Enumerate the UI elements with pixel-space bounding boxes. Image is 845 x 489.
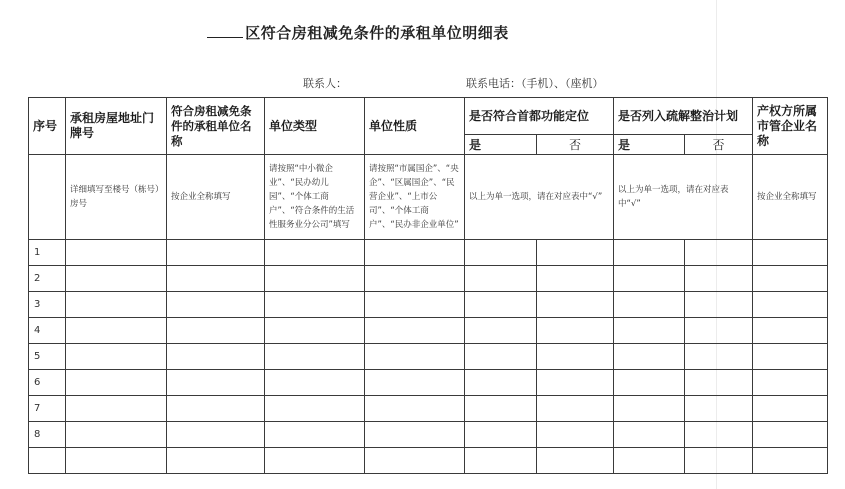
contact-person-label: 联系人： — [303, 77, 347, 90]
table-cell[interactable] — [537, 396, 614, 422]
note-rectify-plan: 以上为单一选项，请在对应表中“√” — [614, 155, 753, 240]
row-index: 4 — [29, 318, 66, 344]
header-rectify-plan: 是否列入疏解整治计划 — [614, 98, 753, 135]
table-cell[interactable] — [753, 344, 828, 370]
note-address: 详细填写至楼号（栋号）房号 — [66, 155, 167, 240]
table-cell[interactable] — [753, 370, 828, 396]
table-cell[interactable] — [465, 240, 537, 266]
title-text: 区符合房租减免条件的承租单位明细表 — [245, 24, 509, 42]
table-cell[interactable] — [365, 266, 465, 292]
table-cell[interactable] — [265, 344, 365, 370]
table-cell[interactable] — [265, 266, 365, 292]
table-cell[interactable] — [265, 318, 365, 344]
table-cell[interactable] — [685, 292, 753, 318]
table-cell[interactable] — [614, 370, 685, 396]
table-row — [29, 422, 828, 448]
table-row — [29, 370, 828, 396]
table-cell[interactable] — [537, 318, 614, 344]
table-cell[interactable] — [614, 448, 685, 474]
table-cell[interactable] — [66, 240, 167, 266]
table-cell[interactable] — [685, 370, 753, 396]
table-cell[interactable] — [167, 344, 265, 370]
table-row — [29, 292, 828, 318]
table-cell[interactable] — [614, 318, 685, 344]
note-seq-empty — [29, 155, 66, 240]
table-cell[interactable] — [66, 396, 167, 422]
row-index: 6 — [29, 370, 66, 396]
rent-relief-table — [28, 97, 828, 474]
row-index: 2 — [29, 266, 66, 292]
table-cell[interactable] — [66, 344, 167, 370]
table-cell[interactable] — [365, 370, 465, 396]
table-cell[interactable] — [753, 292, 828, 318]
table-cell[interactable] — [365, 448, 465, 474]
table-row — [29, 240, 828, 266]
table-cell[interactable] — [365, 396, 465, 422]
table-cell[interactable] — [365, 318, 465, 344]
table-cell[interactable] — [265, 396, 365, 422]
header-address: 承租房屋地址门牌号 — [66, 98, 167, 155]
table-cell[interactable] — [465, 292, 537, 318]
table-row — [29, 396, 828, 422]
document-title — [0, 22, 716, 43]
title-district-blank — [207, 25, 243, 38]
table-row — [29, 266, 828, 292]
table-cell[interactable] — [614, 422, 685, 448]
table-cell[interactable] — [753, 396, 828, 422]
header-unit-name: 符合房租减免条件的承租单位名称 — [167, 98, 265, 155]
table-cell[interactable] — [167, 266, 265, 292]
table-cell[interactable] — [614, 344, 685, 370]
table-cell[interactable] — [685, 266, 753, 292]
table-cell[interactable] — [465, 422, 537, 448]
table-cell[interactable] — [465, 318, 537, 344]
table-cell[interactable] — [465, 448, 537, 474]
table-row — [29, 344, 828, 370]
table-cell[interactable] — [66, 422, 167, 448]
table-cell[interactable] — [537, 422, 614, 448]
header-unit-type: 单位类型 — [265, 98, 365, 155]
header-rectify-no: 否 — [685, 135, 753, 155]
table-cell[interactable] — [753, 266, 828, 292]
table-cell[interactable] — [685, 240, 753, 266]
row-index: 5 — [29, 344, 66, 370]
header-owner-enterprise: 产权方所属市管企业名称 — [753, 98, 828, 155]
table-cell[interactable] — [365, 240, 465, 266]
note-unit-nature: 请按照“市属国企”、“央企”、“区属国企”、“民营企业”、“上市公司”、“个体工商户”、“民办非企业单位” — [365, 155, 465, 240]
table-cell[interactable] — [265, 422, 365, 448]
table-cell[interactable] — [685, 344, 753, 370]
table-cell[interactable] — [685, 422, 753, 448]
table-row — [29, 448, 828, 474]
table-cell[interactable] — [465, 266, 537, 292]
table-cell[interactable] — [167, 318, 265, 344]
header-rectify-yes: 是 — [614, 135, 685, 155]
table-cell[interactable] — [537, 370, 614, 396]
table-cell[interactable] — [66, 292, 167, 318]
table-cell[interactable] — [66, 266, 167, 292]
table-cell[interactable] — [753, 318, 828, 344]
header-capital-function: 是否符合首都功能定位 — [465, 98, 614, 135]
row-index — [29, 448, 66, 474]
table-cell[interactable] — [537, 240, 614, 266]
table-cell[interactable] — [167, 370, 265, 396]
table-cell[interactable] — [167, 292, 265, 318]
table-cell[interactable] — [685, 448, 753, 474]
table-cell[interactable] — [614, 292, 685, 318]
table-cell[interactable] — [365, 422, 465, 448]
table-cell[interactable] — [365, 344, 465, 370]
table-cell[interactable] — [753, 422, 828, 448]
header-seq: 序号 — [29, 98, 66, 155]
row-index: 7 — [29, 396, 66, 422]
table-cell[interactable] — [685, 396, 753, 422]
table-row — [29, 318, 828, 344]
data-rows — [29, 240, 828, 474]
table-cell[interactable] — [614, 396, 685, 422]
table-cell[interactable] — [537, 448, 614, 474]
header-capital-yes: 是 — [465, 135, 537, 155]
table-cell[interactable] — [167, 240, 265, 266]
table-cell[interactable] — [265, 240, 365, 266]
table-cell[interactable] — [753, 240, 828, 266]
contact-phone-label: 联系电话：（手机）、（座机） — [466, 77, 604, 90]
table-cell[interactable] — [66, 448, 167, 474]
table-cell[interactable] — [66, 318, 167, 344]
note-unit-name: 按企业全称填写 — [167, 155, 265, 240]
note-capital-function: 以上为单一选项，请在对应表中“√” — [465, 155, 614, 240]
note-unit-type: 请按照“中小微企业”、“民办幼儿园”、“个体工商户”、“符合条件的生活性服务业分公司”填写 — [265, 155, 365, 240]
table-cell[interactable] — [537, 344, 614, 370]
table-cell[interactable] — [66, 370, 167, 396]
table-cell[interactable] — [265, 370, 365, 396]
table-cell[interactable] — [753, 448, 828, 474]
note-owner-enterprise: 按企业全称填写 — [753, 155, 828, 240]
table-cell[interactable] — [614, 240, 685, 266]
table-cell[interactable] — [167, 396, 265, 422]
header-unit-nature: 单位性质 — [365, 98, 465, 155]
table-cell[interactable] — [167, 422, 265, 448]
table-cell[interactable] — [465, 370, 537, 396]
table-cell[interactable] — [265, 292, 365, 318]
header-capital-no: 否 — [537, 135, 614, 155]
table-cell[interactable] — [614, 266, 685, 292]
table-cell[interactable] — [537, 266, 614, 292]
table-cell[interactable] — [465, 396, 537, 422]
table-cell[interactable] — [365, 292, 465, 318]
row-index: 8 — [29, 422, 66, 448]
table-cell[interactable] — [265, 448, 365, 474]
table-cell[interactable] — [537, 292, 614, 318]
table-cell[interactable] — [465, 344, 537, 370]
row-index: 3 — [29, 292, 66, 318]
table-cell[interactable] — [167, 448, 265, 474]
row-index: 1 — [29, 240, 66, 266]
table-cell[interactable] — [685, 318, 753, 344]
